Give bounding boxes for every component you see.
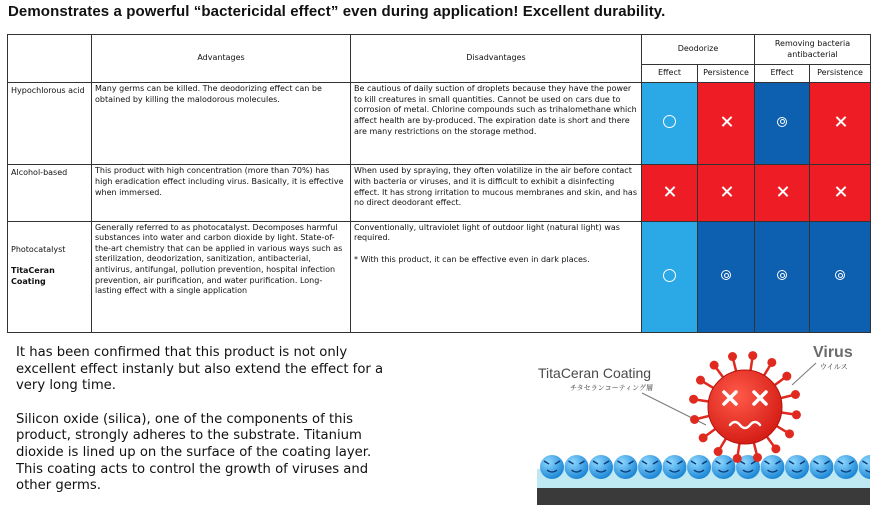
particle-face-icon [589, 455, 613, 479]
virus-spike-tip [710, 361, 719, 370]
rating-alcohol-bacteria-effect [755, 165, 810, 221]
table-row [8, 165, 871, 221]
circle-mark-icon [663, 269, 676, 282]
subheader-deodorize-effect: Effect [642, 65, 698, 83]
row-advantages-photocatalyst: Generally referred to as photocatalyst. Decomposes harmful substances into water and carbon dioxide by light. State-of-the-art chemistry that can be applied in various ways such as sterilization, deodorization, sanitization, antibacterial, antivirus, antifungal, pollution prevention, hospital infection prevention, air purification, and water purification. Long-lasting effect with a single application [92, 221, 351, 332]
photocatalyst-note: * With this product, it can be effective even in dark places. [354, 254, 590, 264]
subheader-deodorize-persistence: Persistence [698, 65, 755, 83]
particle-face-icon [565, 455, 589, 479]
particle-face-icon [663, 455, 687, 479]
rating-hypochlorous-deodorize-persistence [698, 83, 755, 165]
description-paragraph-1: It has been confirmed that this product is not only excellent effect instanly but also extend the effect for a very long time. [16, 345, 384, 394]
subheader-bacteria-effect: Effect [755, 65, 810, 83]
table-header-row [8, 35, 871, 65]
table-row [8, 221, 871, 332]
virus-spike-tip [699, 433, 708, 442]
virus-spike-tip [714, 447, 723, 456]
page-headline: Demonstrates a powerful “bactericidal effect” even during application! Excellent durability. [8, 3, 666, 20]
particle-face-icon [638, 455, 662, 479]
header-removing-bacteria: Removing bacteria antibacterial [755, 35, 871, 65]
coating-illustration [530, 337, 870, 505]
virus-spike-tip [690, 415, 699, 424]
header-disadvantages: Disadvantages [351, 35, 642, 83]
virus-spike-tip [689, 395, 698, 404]
coating-label-jp: チタセランコーティング層 [570, 384, 653, 392]
rating-photocatalyst-deodorize-persistence [698, 221, 755, 332]
photocatalyst-disadvantage-text: Conventionally, ultraviolet light of outdoor light (natural light) was required. [354, 222, 620, 243]
rating-hypochlorous-deodorize-effect [642, 83, 698, 165]
rating-photocatalyst-bacteria-effect [755, 221, 810, 332]
particle-face-icon [614, 455, 638, 479]
row-disadvantages-hypochlorous: Be cautious of daily suction of droplets because they have the power to kill creatures in small quantities. Cannot be used on cars due to corrosion of metal. Chlorine compounds such as trihalomethane which affect health are by-produced. The expiration date is short and there are many restrictions on the storage method. [351, 83, 642, 165]
row-name-hypochlorous: Hypochlorous acid [8, 83, 92, 165]
virus-label: Virus [813, 344, 853, 361]
particle-face-icon [687, 455, 711, 479]
virus-spike-tip [771, 444, 780, 453]
virus-body [708, 370, 782, 444]
table-row [8, 83, 871, 165]
double-circle-mark-icon [777, 117, 787, 127]
virus-spike-tip [696, 376, 705, 385]
description-text [16, 345, 388, 512]
particle-face-icon [810, 455, 834, 479]
virus-spike-tip [728, 352, 737, 361]
circle-mark-icon [663, 115, 676, 128]
row-disadvantages-alcohol: When used by spraying, they often volatilize in the air before contact with bacteria or viruses, and it is difficult to exhibit a disinfecting effect. It has strong irritation to mucous membranes and skin, and has no direct deodorant effect. [351, 165, 642, 221]
rating-alcohol-deodorize-persistence [698, 165, 755, 221]
virus-label-jp: ウイルス [820, 363, 848, 371]
titaceran-brand-label: TitaCeran Coating [11, 266, 55, 286]
header-blank [8, 35, 92, 83]
cross-mark-icon [721, 116, 732, 127]
rating-photocatalyst-deodorize-effect [642, 221, 698, 332]
photocatalyst-label: Photocatalyst [11, 244, 66, 254]
comparison-table [7, 34, 871, 333]
rating-photocatalyst-bacteria-persistence [810, 221, 871, 332]
virus-spike-tip [733, 454, 742, 463]
virus-spike-tip [785, 429, 794, 438]
row-advantages-hypochlorous: Many germs can be killed. The deodorizing effect can be obtained by killing the malodorous molecules. [92, 83, 351, 165]
cross-mark-icon [721, 186, 732, 197]
cross-mark-icon [835, 186, 846, 197]
header-deodorize: Deodorize [642, 35, 755, 65]
row-name-photocatalyst [8, 221, 92, 332]
virus-pointer-line [792, 363, 816, 385]
double-circle-mark-icon [777, 270, 787, 280]
cross-mark-icon [664, 186, 675, 197]
rating-alcohol-deodorize-effect [642, 165, 698, 221]
virus-spike-tip [748, 351, 757, 360]
header-advantages: Advantages [92, 35, 351, 83]
rating-hypochlorous-bacteria-persistence [810, 83, 871, 165]
row-disadvantages-photocatalyst [351, 221, 642, 332]
particle-face-icon [761, 455, 785, 479]
virus-spike-tip [782, 372, 791, 381]
double-circle-mark-icon [835, 270, 845, 280]
particle-face-icon [712, 455, 736, 479]
cross-mark-icon [777, 186, 788, 197]
virus-spike-tip [791, 390, 800, 399]
virus-spike-tip [767, 358, 776, 367]
substrate-layer [537, 487, 870, 505]
particle-face-icon [540, 455, 564, 479]
virus-spike-tip [753, 453, 762, 462]
particle-face-icon [785, 455, 809, 479]
coating-label: TitaCeran Coating [538, 365, 652, 381]
virus-spike-tip [792, 410, 801, 419]
row-advantages-alcohol: This product with high concentration (more than 70%) has high eradication effect including virus. Basically, it is effective when immersed. [92, 165, 351, 221]
description-paragraph-2: Silicon oxide (silica), one of the components of this product, strongly adheres to the substrate. Titanium dioxide is lined up on the surface of the coating layer. This coating acts to control the growth of viruses and other germs. [16, 411, 372, 494]
rating-alcohol-bacteria-persistence [810, 165, 871, 221]
double-circle-mark-icon [721, 270, 731, 280]
row-name-alcohol: Alcohol-based [8, 165, 92, 221]
cross-mark-icon [835, 116, 846, 127]
particle-face-icon [834, 455, 858, 479]
subheader-bacteria-persistence: Persistence [810, 65, 871, 83]
rating-hypochlorous-bacteria-effect [755, 83, 810, 165]
